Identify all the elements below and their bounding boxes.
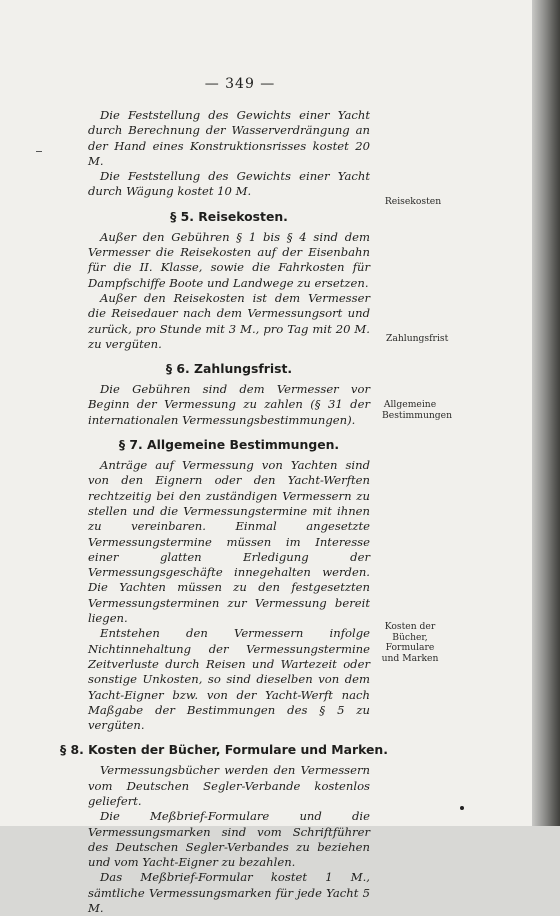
section-7-paragraph-2: Entstehen den Vermessern infolge Nichtinnehaltung der Vermessungstermine Zeitverluste durch Reisen und Wartezeit oder sonstige Unkosten, so sind dieselben von dem Yacht-Eigner bzw. von der Yacht-Werft nach Maßgabe der Bestimmungen des § 5 zu vergüten. xyxy=(88,626,370,733)
margin-note-kosten: Kosten der Bücher, Formulare und Marken xyxy=(381,621,439,664)
intro-paragraph-1: Die Feststellung des Gewichts einer Yacht durch Berechnung der Wasserverdrängung an der Hand eines Konstruktionsrisses kostet 20 M. xyxy=(88,108,370,168)
margin-note-allgemeine-bestimmungen: Allgemeine Bestimmungen xyxy=(382,399,453,421)
section-5-heading: § 5. Reisekosten. xyxy=(170,208,288,224)
section-5-paragraph-1: Außer den Gebühren § 1 bis § 4 sind dem Vermesser die Reisekosten auf der Eisenbahn für die II. Klasse, sowie die Fahrkosten für Dampfschiffe Boote und Landwege zu ersetzen. xyxy=(88,229,370,290)
margin-mark xyxy=(36,151,42,152)
section-7-heading: § 7. Allgemeine Bestimmungen. xyxy=(118,437,340,453)
section-8-paragraph-1: Vermessungsbücher werden den Vermessern vom Deutschen Segler-Verbande kostenlos geliefert. xyxy=(88,763,370,808)
main-text-column xyxy=(60,108,388,916)
section-6-heading: § 6. Zahlungsfrist. xyxy=(165,361,293,377)
section-6-paragraph-1: Die Gebühren sind dem Vermesser vor Beginn der Vermessung zu zahlen (§ 31 der internationalen Vermessungsbestimmungen). xyxy=(88,382,370,427)
ink-speck xyxy=(460,806,464,810)
section-8-heading: § 8. Kosten der Bücher, Formulare und Marken. xyxy=(60,742,388,758)
section-8-paragraph-2: Die Meßbrief-Formulare und die Vermessungsmarken sind vom Schriftführer des Deutschen Segler-Verbandes zu beziehen und vom Yacht-Eigner zu bezahlen. xyxy=(88,809,370,870)
page-edge-shadow xyxy=(532,0,560,826)
section-5-paragraph-2: Außer den Reisekosten ist dem Vermesser die Reisedauer nach dem Vermessungsort und zurück, pro Stunde mit 3 M., pro Tag mit 20 M. zu vergüten. xyxy=(88,290,370,351)
margin-note-zahlungsfrist: Zahlungsfrist xyxy=(386,333,449,344)
section-8-paragraph-3: Das Meßbrief-Formular kostet 1 M., sämtliche Vermessungsmarken für jede Yacht 5 M. xyxy=(88,870,370,916)
section-7-paragraph-1: Anträge auf Vermessung von Yachten sind von den Eignern oder den Yacht-Werften rechtzeitig bei den zuständigen Vermessern zu stellen und die Vermessungstermine mit ihnen zu vereinbaren. Einmal angesetzte Vermessungstermine müssen im Interesse einer glatten Erledigung der Vermessungsgeschäfte innegehalten werden. Die Yachten müssen zu den festgesetzten Vermessungsterminen zur Vermessung bereit liegen. xyxy=(88,458,370,626)
intro-paragraph-2: Die Feststellung des Gewichts einer Yacht durch Wägung kostet 10 M. xyxy=(88,169,370,199)
page-number: — 349 — xyxy=(204,76,276,92)
margin-note-reisekosten: Reisekosten xyxy=(384,196,442,207)
